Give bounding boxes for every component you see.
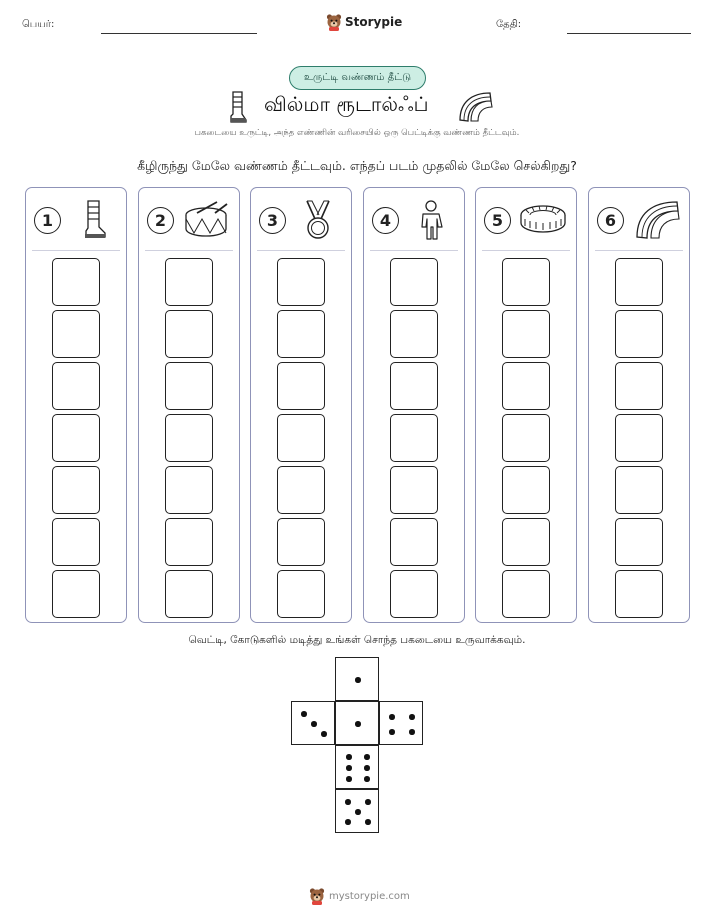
color-box[interactable]	[390, 258, 438, 306]
column-divider	[370, 250, 458, 251]
dice-face-6	[335, 745, 379, 789]
column-divider	[257, 250, 345, 251]
column-number: 4	[372, 207, 399, 234]
dice-pip	[365, 799, 371, 805]
dice-pip	[345, 799, 351, 805]
medal-icon	[293, 199, 343, 241]
column-header	[251, 188, 351, 250]
color-box[interactable]	[277, 466, 325, 514]
dice-pip	[321, 731, 327, 737]
column-number: 6	[597, 207, 624, 234]
name-label: பெயர்:	[22, 19, 55, 30]
color-box[interactable]	[615, 570, 663, 618]
color-box[interactable]	[390, 570, 438, 618]
color-box[interactable]	[390, 310, 438, 358]
column-header	[476, 188, 576, 250]
drum-icon	[181, 199, 231, 241]
dice-column-6	[588, 187, 690, 623]
dice-face-4	[379, 701, 423, 745]
color-box[interactable]	[52, 414, 100, 462]
color-box[interactable]	[165, 310, 213, 358]
color-box[interactable]	[277, 258, 325, 306]
color-box[interactable]	[165, 414, 213, 462]
column-header	[26, 188, 126, 250]
date-line	[567, 33, 691, 34]
stadium-icon	[518, 199, 568, 241]
dice-column-4	[363, 187, 465, 623]
dice-pip	[346, 776, 352, 782]
color-box[interactable]	[502, 414, 550, 462]
color-box[interactable]	[165, 518, 213, 566]
leg-brace-icon	[68, 199, 118, 241]
color-box[interactable]	[502, 362, 550, 410]
color-box[interactable]	[52, 466, 100, 514]
color-box[interactable]	[502, 466, 550, 514]
dice-face-1	[335, 657, 379, 701]
color-box[interactable]	[277, 310, 325, 358]
cut-instruction: வெட்டி, கோடுகளில் மடித்து உங்கள் சொந்த பகடையை உருவாக்கவும்.	[188, 634, 526, 646]
color-box[interactable]	[277, 414, 325, 462]
dice-pip	[301, 711, 307, 717]
dice-face-3	[291, 701, 335, 745]
dice-face-1-center	[335, 701, 379, 745]
footer	[309, 887, 410, 905]
column-divider	[145, 250, 233, 251]
color-box[interactable]	[52, 362, 100, 410]
brand-name: Storypie	[345, 15, 403, 29]
dice-pip	[346, 765, 352, 771]
dice-pip	[364, 776, 370, 782]
dice-pip	[346, 754, 352, 760]
column-divider	[32, 250, 120, 251]
color-box[interactable]	[165, 258, 213, 306]
column-number: 1	[34, 207, 61, 234]
color-box[interactable]	[52, 258, 100, 306]
color-box[interactable]	[502, 570, 550, 618]
color-box[interactable]	[615, 310, 663, 358]
activity-badge: உருட்டி வண்ணம் தீட்டு	[289, 66, 426, 90]
dice-pip	[364, 754, 370, 760]
running-track-icon	[456, 90, 494, 124]
page-title: வில்மா ரூடால்ஃப்	[264, 92, 429, 116]
dice-pip	[389, 729, 395, 735]
color-box[interactable]	[615, 258, 663, 306]
color-box[interactable]	[615, 362, 663, 410]
dice-face-5	[335, 789, 379, 833]
instruction: கீழிருந்து மேலே வண்ணம் தீட்டவும். எந்தப் படம் முதலில் மேலே செல்கிறது?	[137, 158, 577, 173]
color-box[interactable]	[390, 466, 438, 514]
color-box[interactable]	[390, 362, 438, 410]
column-divider	[482, 250, 570, 251]
column-number: 2	[147, 207, 174, 234]
footer-url[interactable]: mystorypie.com	[329, 890, 410, 902]
dice-pip	[389, 714, 395, 720]
brand-logo	[326, 13, 402, 31]
dice-pip	[364, 765, 370, 771]
column-header	[139, 188, 239, 250]
subtitle: பகடையை உருட்டி, அந்த எண்ணின் வரிசையில் ஒரு பெட்டிக்கு வண்ணம் தீட்டவும்.	[194, 128, 520, 138]
dice-pip	[409, 714, 415, 720]
dice-pip	[409, 729, 415, 735]
dice-pip	[311, 721, 317, 727]
bear-mascot-icon	[326, 13, 342, 31]
color-box[interactable]	[277, 362, 325, 410]
name-line	[101, 33, 257, 34]
column-number: 5	[484, 207, 511, 234]
dice-column-3	[250, 187, 352, 623]
color-box[interactable]	[502, 310, 550, 358]
color-box[interactable]	[52, 310, 100, 358]
column-number: 3	[259, 207, 286, 234]
color-box[interactable]	[165, 466, 213, 514]
leg-brace-icon	[226, 90, 248, 124]
color-box[interactable]	[390, 414, 438, 462]
dice-column-2	[138, 187, 240, 623]
dice-pip	[355, 809, 361, 815]
dice-pip	[345, 819, 351, 825]
column-header	[589, 188, 689, 250]
bear-mascot-icon	[309, 887, 325, 905]
color-box[interactable]	[277, 518, 325, 566]
title-row	[0, 88, 714, 126]
column-divider	[595, 250, 683, 251]
column-header	[364, 188, 464, 250]
color-box[interactable]	[165, 362, 213, 410]
color-box[interactable]	[615, 414, 663, 462]
color-box[interactable]	[615, 466, 663, 514]
running-track-icon	[631, 199, 681, 241]
color-box[interactable]	[502, 518, 550, 566]
color-box[interactable]	[52, 570, 100, 618]
color-box[interactable]	[165, 570, 213, 618]
person-icon	[406, 199, 456, 241]
color-box[interactable]	[52, 518, 100, 566]
dice-pip	[365, 819, 371, 825]
date-label: தேதி:	[496, 19, 522, 30]
dice-pip	[355, 721, 361, 727]
color-box[interactable]	[502, 258, 550, 306]
color-box[interactable]	[390, 518, 438, 566]
color-box[interactable]	[277, 570, 325, 618]
dice-column-5	[475, 187, 577, 623]
color-box[interactable]	[615, 518, 663, 566]
dice-pip	[355, 677, 361, 683]
dice-column-1	[25, 187, 127, 623]
